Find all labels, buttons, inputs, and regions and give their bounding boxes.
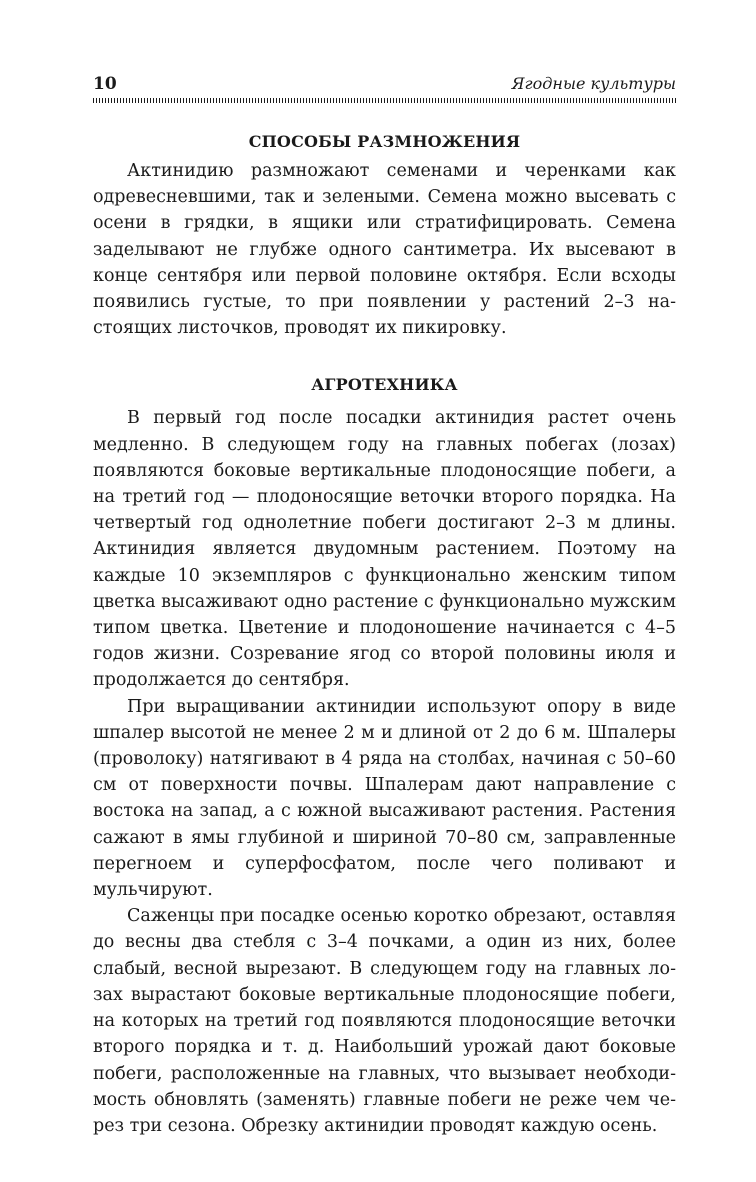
section-heading: СПОСОБЫ РАЗМНОЖЕНИЯ <box>248 132 521 151</box>
paragraph: Саженцы при посадке осенью коротко обрезают, оставляя до весны два стебля с 3–4 почками, а один из них, более слабый, весной вырезают. В следующем году на главных лозах вырастают боковые вертикальные плодоносящие побеги, на которых на третий год появляются плодоносящие веточки второго порядка и т. д. Наибольший урожай дают боковые побеги, расположенные на главных, что вызывает необходимость обновлять (заменять) главные побеги не реже чем через три сезона. Обрезку актинидии проводят каждую осень. <box>93 906 676 1136</box>
paragraph: Актинидию размножают семенами и черенками как одревесневшими, так и зелеными. Семена можно высевать с осени в грядки, в ящики или стратифицировать. Семена заделывают не глубже одного сантиметра. Их высевают в конце сентября или первой половине октября. Если всходы появились густые, то при появлении у растений 2–3 настоящих листочков, проводят их пикировку. <box>93 161 676 339</box>
header-dotted-rule <box>93 98 676 103</box>
running-title: Ягодные культуры <box>511 74 676 93</box>
page-body <box>93 128 676 1139</box>
running-header <box>93 72 676 96</box>
paragraph: При выращивании актинидии используют опору в виде шпалер высотой не менее 2 м и длиной от 2 до 6 м. Шпалеры (проволоку) натягивают в 4 ряда на столбах, начиная с 50–60 см от поверхности почвы. Шпалерам дают направление с востока на запад, а с южной высаживают растения. Растения сажают в ямы глубиной и шириной 70–80 см, заправленные перегноем и суперфосфатом, после чего поливают и мульчируют. <box>93 696 676 901</box>
page-number: 10 <box>93 74 117 94</box>
section-agrotechnics <box>93 371 676 1139</box>
paragraph: В первый год после посадки актинидия растет очень медленно. В следующем году на главных побегах (лозах) появляются боковые вертикальные плодоносящие побеги, а на третий год — плодоносящие веточки второго порядка. На четвертый год однолетние побеги достигают 2–3 м длины. Актинидия является двудомным растением. Поэтому на каждые 10 экземпляров с функционально женским типом цветка высаживают одно растение с функционально мужским типом цветка. Цветение и плодоношение начинается с 4–5 годов жизни. Созревание ягод со второй половины июля и продолжается до сентября. <box>93 408 676 691</box>
section-propagation <box>93 128 676 341</box>
section-heading: АГРОТЕХНИКА <box>311 375 458 395</box>
